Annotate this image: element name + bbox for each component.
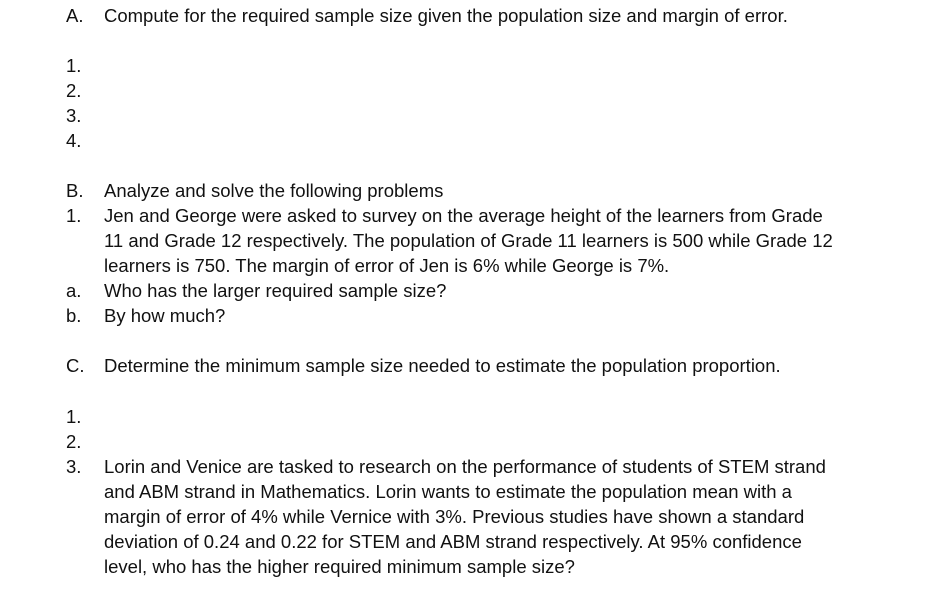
problem-3-line-5: level, who has the higher required minimum sample size? [104, 556, 575, 577]
section-b-title: Analyze and solve the following problems [104, 180, 444, 201]
section-a-marker: A. [66, 5, 84, 26]
problem-3-line-1: Lorin and Venice are tasked to research on the performance of students of STEM strand [104, 456, 826, 477]
section-c-marker: C. [66, 355, 85, 376]
list-number: 1. [66, 406, 82, 427]
problem-3-line-2: and ABM strand in Mathematics. Lorin wants to estimate the population mean with a [104, 481, 792, 502]
sub-letter: a. [66, 280, 82, 301]
section-a-title: Compute for the required sample size given the population size and margin of error. [104, 5, 788, 26]
list-number: 1. [66, 55, 82, 76]
sub-b-text: By how much? [104, 305, 226, 326]
problem-3-line-4: deviation of 0.24 and 0.22 for STEM and ABM strand respectively. At 95% confidence [104, 531, 802, 552]
problem-3-line-3: margin of error of 4% while Vernice with 3%. Previous studies have shown a standard [104, 506, 805, 527]
section-c-title: Determine the minimum sample size needed to estimate the population proportion. [104, 355, 781, 376]
problem-1-line-3: learners is 750. The margin of error of Jen is 6% while George is 7%. [104, 255, 670, 276]
list-number: 3. [66, 105, 82, 126]
section-b-marker: B. [66, 180, 84, 201]
sub-a-text: Who has the larger required sample size? [104, 280, 447, 301]
list-number: 1. [66, 205, 82, 226]
sub-letter: b. [66, 305, 82, 326]
list-number: 2. [66, 431, 82, 452]
problem-1-line-1: Jen and George were asked to survey on the average height of the learners from Grade [104, 205, 823, 226]
list-number: 3. [66, 456, 82, 477]
problem-1-line-2: 11 and Grade 12 respectively. The population of Grade 11 learners is 500 while Grade 12 [104, 230, 833, 251]
list-number: 4. [66, 130, 82, 151]
list-number: 2. [66, 80, 82, 101]
